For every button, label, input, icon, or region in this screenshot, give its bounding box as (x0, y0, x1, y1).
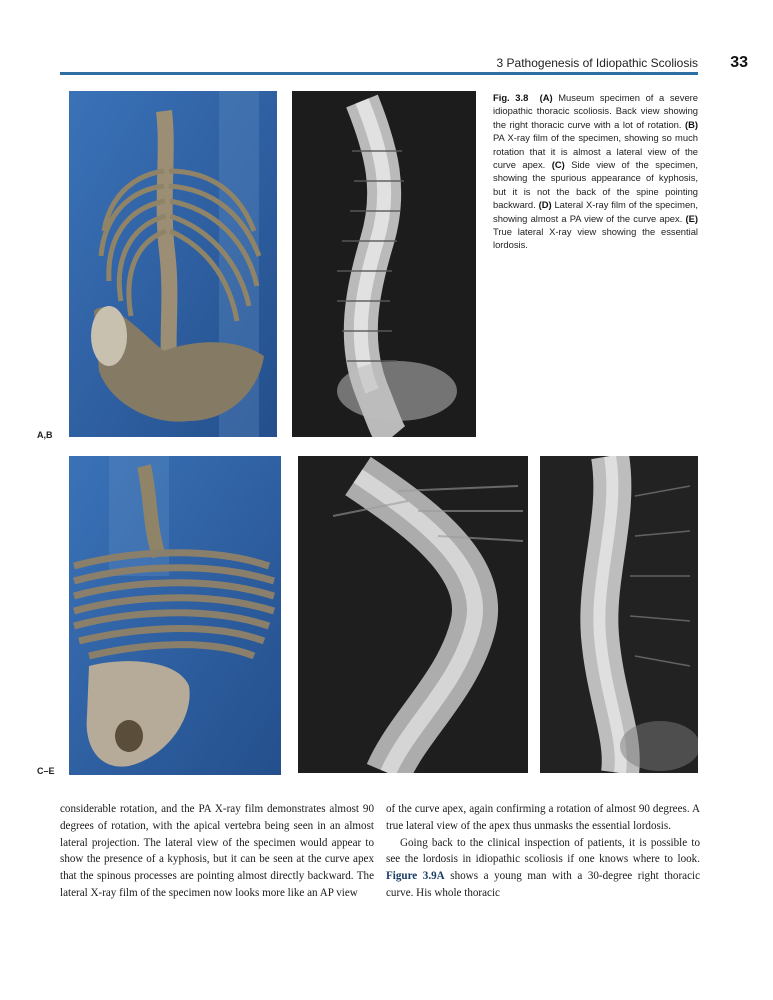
body-column-left (60, 801, 374, 902)
panel-group-label-ab: A,B (37, 430, 53, 440)
caption-text-d: Lateral X-ray film of the specimen, showing almost a PA view of the curve apex. (493, 199, 698, 224)
body-paragraph: of the curve apex, again confirming a rotation of almost 90 degrees. A true lateral view of the apex thus unmasks the essential lordosis. (386, 803, 700, 832)
caption-text-e: True lateral X-ray view showing the essential lordosis. (493, 226, 698, 251)
caption-label-e: (E) (685, 212, 698, 224)
figure-panel-e-true-lateral-xray (540, 456, 698, 773)
caption-label-c: (C) (551, 159, 565, 171)
figure-reference-link[interactable]: Figure 3.9A (386, 870, 445, 883)
running-header-chapter-title: 3 Pathogenesis of Idiopathic Scoliosis (496, 56, 698, 70)
caption-text-b: PA X-ray film of the specimen, showing so much rotation that it is almost a lateral view of the curve apex. (493, 132, 698, 171)
figure-panel-b-pa-xray (292, 91, 476, 437)
caption-text-a: Museum specimen of a severe idiopathic thoracic scoliosis. Back view showing the right thoracic curve with a lot of rotation. (493, 92, 698, 130)
caption-label-a: (A) (539, 92, 553, 103)
body-column-right (386, 801, 700, 902)
caption-text-c: Side view of the specimen, showing the spurious appearance of kyphosis, but it is not the back of the spine pointing backward. (493, 159, 698, 211)
figure-number: Fig. 3.8 (493, 92, 529, 103)
figure-panel-c-specimen-side-view (69, 456, 281, 775)
body-text: Going back to the clinical inspection of patients, it is possible to see the lordosis in idiopathic scoliosis if one knows where to look. (386, 836, 700, 866)
header-rule (60, 72, 698, 75)
body-paragraph: considerable rotation, and the PA X-ray film demonstrates almost 90 degrees of rotation, with the apical vertebra being seen in an almost lateral projection. The lateral view of the specimen would appear to show the presence of a kyphosis, but it can be seen at the curve apex that the spinous processes are pointing almost directly backward. The lateral X-ray film of the specimen now looks more like an AP view (60, 803, 374, 899)
figure-caption (493, 91, 698, 252)
figure-panel-d-lateral-xray (298, 456, 528, 773)
caption-label-b: (B) (684, 118, 698, 130)
panel-group-label-ce: C–E (37, 766, 55, 776)
figure-panel-a-specimen-back-view (69, 91, 277, 437)
body-paragraph (386, 835, 700, 902)
caption-label-d: (D) (538, 199, 552, 211)
body-text: shows a young man with a 30-degree right thoracic curve. His whole thoracic (386, 870, 701, 899)
page-number: 33 (730, 54, 748, 71)
